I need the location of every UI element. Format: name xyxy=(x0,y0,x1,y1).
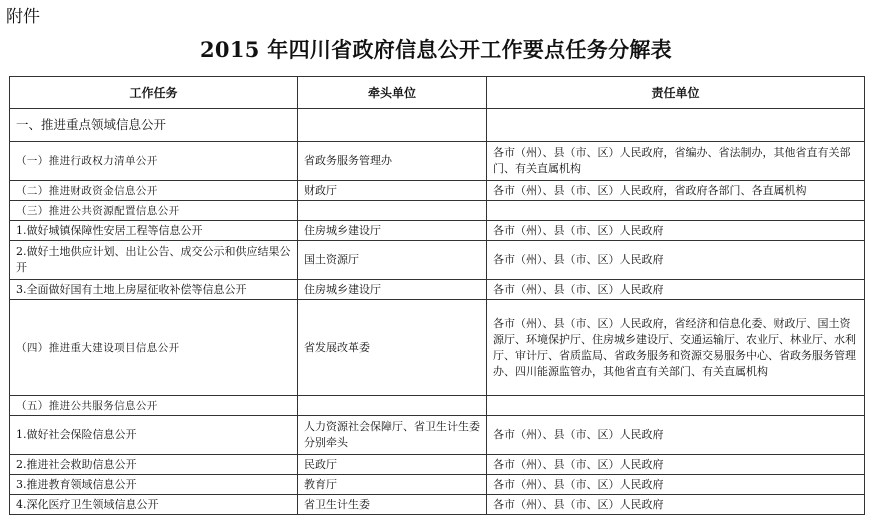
header-lead-unit: 牵头单位 xyxy=(298,77,487,109)
table-row xyxy=(10,495,865,515)
lead-unit-cell: 民政厅 xyxy=(298,455,487,475)
table-header-row xyxy=(10,77,865,109)
task-cell: 1.做好社会保险信息公开 xyxy=(10,416,298,455)
table-row xyxy=(10,109,865,142)
table-row xyxy=(10,201,865,221)
task-cell: 一、推进重点领域信息公开 xyxy=(10,109,298,142)
responsible-unit-cell: 各市（州）、县（市、区）人民政府 xyxy=(487,241,865,280)
responsible-unit-cell: 各市（州）、县（市、区）人民政府 xyxy=(487,475,865,495)
task-cell: （四）推进重大建设项目信息公开 xyxy=(10,300,298,396)
responsible-unit-cell xyxy=(487,396,865,416)
task-cell: 3.推进教育领域信息公开 xyxy=(10,475,298,495)
lead-unit-cell xyxy=(298,109,487,142)
table-row xyxy=(10,396,865,416)
task-cell: 3.全面做好国有土地上房屋征收补偿等信息公开 xyxy=(10,280,298,300)
table-row xyxy=(10,475,865,495)
table-row xyxy=(10,416,865,455)
lead-unit-cell: 教育厅 xyxy=(298,475,487,495)
lead-unit-cell: 省政务服务管理办 xyxy=(298,142,487,181)
responsible-unit-cell: 各市（州）、县（市、区）人民政府，省经济和信息化委、财政厅、国土资源厅、环境保护厅、住房城乡建设厅、交通运输厅、农业厅、林业厅、水利厅、审计厅、省质监局、省政务服务和资源交易服务中心、省政务服务管理办、四川能源监管办，其他省直有关部门、有关直属机构 xyxy=(487,300,865,396)
task-cell: 2.做好土地供应计划、出让公告、成交公示和供应结果公开 xyxy=(10,241,298,280)
lead-unit-cell: 人力资源社会保障厅、省卫生计生委分别牵头 xyxy=(298,416,487,455)
responsible-unit-cell: 各市（州）、县（市、区）人民政府 xyxy=(487,416,865,455)
responsible-unit-cell: 各市（州）、县（市、区）人民政府 xyxy=(487,495,865,515)
table-row xyxy=(10,221,865,241)
responsible-unit-cell: 各市（州）、县（市、区）人民政府 xyxy=(487,280,865,300)
responsible-unit-cell: 各市（州）、县（市、区）人民政府 xyxy=(487,221,865,241)
responsible-unit-cell: 各市（州）、县（市、区）人民政府，省编办、省法制办，其他省直有关部门、有关直属机构 xyxy=(487,142,865,181)
task-cell: 1.做好城镇保障性安居工程等信息公开 xyxy=(10,221,298,241)
table-row xyxy=(10,455,865,475)
task-cell: （三）推进公共资源配置信息公开 xyxy=(10,201,298,221)
responsible-unit-cell: 各市（州）、县（市、区）人民政府 xyxy=(487,455,865,475)
task-cell: 2.推进社会救助信息公开 xyxy=(10,455,298,475)
task-cell: 4.深化医疗卫生领域信息公开 xyxy=(10,495,298,515)
lead-unit-cell: 住房城乡建设厅 xyxy=(298,280,487,300)
table-row xyxy=(10,181,865,201)
task-table xyxy=(9,76,865,515)
responsible-unit-cell: 各市（州）、县（市、区）人民政府，省政府各部门、各直属机构 xyxy=(487,181,865,201)
header-task: 工作任务 xyxy=(10,77,298,109)
lead-unit-cell: 省发展改革委 xyxy=(298,300,487,396)
responsible-unit-cell xyxy=(487,201,865,221)
task-cell: （二）推进财政资金信息公开 xyxy=(10,181,298,201)
lead-unit-cell: 省卫生计生委 xyxy=(298,495,487,515)
lead-unit-cell: 住房城乡建设厅 xyxy=(298,221,487,241)
lead-unit-cell xyxy=(298,201,487,221)
responsible-unit-cell xyxy=(487,109,865,142)
lead-unit-cell: 国土资源厅 xyxy=(298,241,487,280)
table-row xyxy=(10,142,865,181)
lead-unit-cell xyxy=(298,396,487,416)
lead-unit-cell: 财政厅 xyxy=(298,181,487,201)
task-cell: （一）推进行政权力清单公开 xyxy=(10,142,298,181)
annex-label: 附件 xyxy=(6,7,40,27)
document-title: 2015 年四川省政府信息公开工作要点任务分解表 xyxy=(200,37,672,62)
table-row xyxy=(10,300,865,396)
header-responsible-unit: 责任单位 xyxy=(487,77,865,109)
table-row xyxy=(10,280,865,300)
task-cell: （五）推进公共服务信息公开 xyxy=(10,396,298,416)
table-row xyxy=(10,241,865,280)
